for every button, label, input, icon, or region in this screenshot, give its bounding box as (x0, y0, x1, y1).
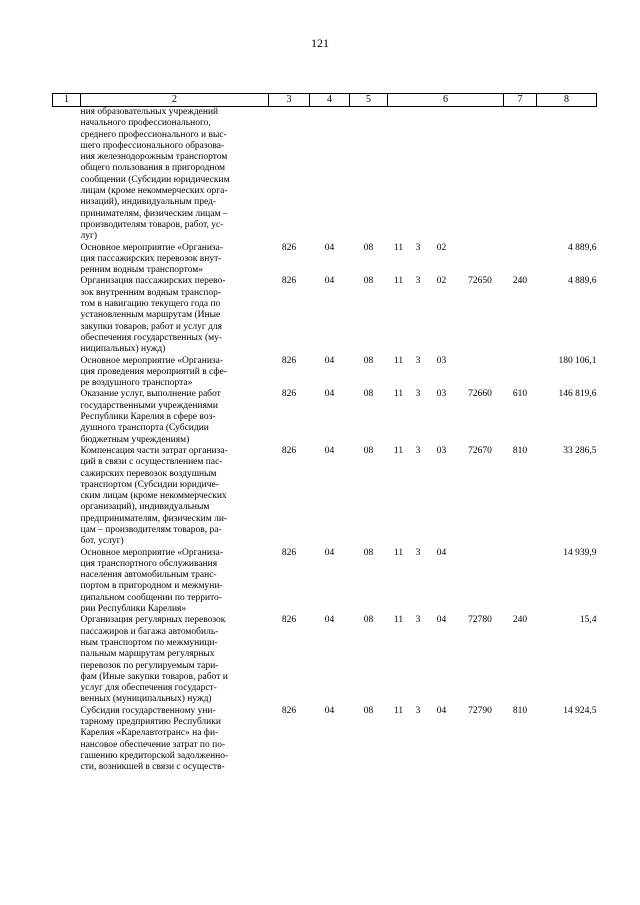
row-col7-code: 810 (512, 445, 528, 456)
row-col4-code (310, 107, 350, 243)
row-col5-code: 08 (363, 355, 374, 366)
table-row (53, 389, 597, 445)
header-col-8: 8 (537, 94, 597, 107)
row-col6-part1 (388, 107, 410, 243)
row-col6-part1: 11 (393, 389, 404, 400)
row-col6-part4: 72780 (468, 615, 492, 626)
row-col7-code (504, 243, 537, 277)
row-amount: 14 924,5 (563, 705, 597, 716)
row-col6-part4 (457, 107, 504, 243)
row-col4-code: 04 (324, 547, 335, 558)
row-col6-part4: 72790 (468, 705, 492, 716)
row-amount: 180 106,1 (558, 355, 597, 366)
row-col5-code: 08 (363, 705, 374, 716)
row-col3-code: 826 (281, 389, 297, 400)
row-col6-part2: 3 (415, 615, 421, 626)
row-col5-code: 08 (363, 547, 374, 558)
row-description: ния образовательных учреждений начального профессионального, среднего профессионального и выс- шего профессионального образова- ния железнодорожным транспортом общего пользования в пригородном сообщении (Субсидии юридическим лицам (кроме некоммерческих орга- низаций), индивидуальным пред- принимателям, физическим лицам – производителям товаров, работ, ус- луг) (80, 107, 230, 242)
row-description: Компенсация части затрат организа- ций в связи с осуществлением пас- сажирских перевозок воздушным транспортом (Субсидии юридиче- ским лицам (кроме некоммерческих организаций), индивидуальным предпринимателям, физическим ли- цам – производителям товаров, ра- бот, услуг) (80, 445, 228, 547)
table-row (53, 276, 597, 355)
row-col6-part4: 72650 (468, 276, 492, 287)
row-col4-code: 04 (324, 445, 335, 456)
row-col6-part3: 04 (436, 615, 447, 626)
row-col6-part3: 02 (436, 276, 447, 287)
row-amount: 146 819,6 (558, 389, 597, 400)
row-col4-code: 04 (324, 615, 335, 626)
row-col7-code: 240 (512, 276, 528, 287)
row-col7-code: 610 (512, 389, 528, 400)
row-col4-code: 04 (324, 355, 335, 366)
row-col6-part3: 04 (436, 547, 447, 558)
row-col6-part1: 11 (393, 705, 404, 716)
table-row (53, 356, 597, 390)
row-col6-part4 (457, 243, 504, 277)
row-col7-code: 810 (512, 705, 528, 716)
row-col4-code: 04 (324, 705, 335, 716)
header-col-6: 6 (388, 94, 504, 107)
row-amount: 4 889,6 (568, 276, 597, 287)
row-col7-code (504, 356, 537, 390)
row-col6-part4 (457, 356, 504, 390)
row-col6-part1: 11 (393, 615, 404, 626)
row-col6-part1: 11 (393, 445, 404, 456)
budget-table (52, 93, 597, 774)
row-col1-empty (53, 706, 81, 774)
row-col1-empty (53, 389, 81, 445)
row-description: Оказание услуг, выполнение работ государственными учреждениями Республики Карелия в сфере воз- душного транспорта (Субсидии бюджетным учреждениям) (80, 389, 221, 445)
row-col3-code: 826 (281, 615, 297, 626)
row-description: Основное мероприятие «Организа- ция пассажирских перевозок внут- ренним водным транспортом» (80, 242, 224, 276)
row-description: Основное мероприятие «Организа- ция транспортного обслуживания населения автомобильным транс- портом в пригородном и межмуни- ципальном сообщении по террито- рии Республики Карелия» (80, 547, 224, 615)
row-amount: 33 286,5 (563, 445, 597, 456)
row-col6-part4 (457, 548, 504, 616)
header-col-5: 5 (350, 94, 388, 107)
row-col6-part3: 03 (436, 355, 447, 366)
header-col-3: 3 (269, 94, 310, 107)
table-row (53, 615, 597, 705)
row-col6-part1: 11 (393, 242, 404, 253)
row-col5-code: 08 (363, 445, 374, 456)
header-col-1: 1 (53, 94, 81, 107)
table-body (53, 107, 597, 774)
row-col5-code: 08 (363, 389, 374, 400)
row-col6-part2: 3 (415, 276, 421, 287)
header-col-4: 4 (310, 94, 350, 107)
row-col3-code: 826 (281, 242, 297, 253)
row-col4-code: 04 (324, 389, 335, 400)
row-col3-code (269, 107, 310, 243)
row-col3-code: 826 (281, 445, 297, 456)
row-col4-code: 04 (324, 276, 335, 287)
row-col6-part3: 03 (436, 389, 447, 400)
row-col6-part3: 03 (436, 445, 447, 456)
row-col6-part2: 3 (415, 547, 421, 558)
row-col6-part1: 11 (393, 547, 404, 558)
row-col6-part4: 72660 (468, 389, 492, 400)
row-amount: 15,4 (579, 615, 597, 626)
row-col3-code: 826 (281, 547, 297, 558)
row-col7-code: 240 (512, 615, 528, 626)
row-col6-part1: 11 (393, 276, 404, 287)
row-col7-code (504, 548, 537, 616)
row-col1-empty (53, 243, 81, 277)
row-amount: 4 889,6 (568, 242, 597, 253)
row-col6-part2: 3 (415, 705, 421, 716)
row-amount: 14 939,9 (563, 547, 597, 558)
table-row (53, 107, 597, 243)
row-col3-code: 826 (281, 705, 297, 716)
header-col-7: 7 (504, 94, 537, 107)
row-col6-part3: 02 (436, 242, 447, 253)
row-col6-part2: 3 (415, 445, 421, 456)
row-col5-code: 08 (363, 615, 374, 626)
row-amount (537, 107, 597, 243)
row-col6-part3: 04 (436, 705, 447, 716)
row-col1-empty (53, 276, 81, 355)
table-row (53, 548, 597, 616)
row-col3-code: 826 (281, 276, 297, 287)
row-col1-empty (53, 548, 81, 616)
row-col3-code: 826 (281, 355, 297, 366)
table-row (53, 706, 597, 774)
row-col5-code: 08 (363, 242, 374, 253)
row-col6-part2: 3 (415, 355, 421, 366)
row-col4-code: 04 (324, 242, 335, 253)
row-col6-part4: 72670 (468, 445, 492, 456)
table-row (53, 446, 597, 548)
row-description: Основное мероприятие «Организа- ция проведения мероприятий в сфе- ре воздушного транспорта» (80, 355, 227, 389)
row-col1-empty (53, 356, 81, 390)
header-col-2: 2 (81, 94, 269, 107)
table-row (53, 243, 597, 277)
header-row (53, 94, 597, 107)
row-col6-part2: 3 (415, 242, 421, 253)
row-col5-code: 08 (363, 276, 374, 287)
row-col6-part3 (427, 107, 457, 243)
row-col6-part2: 3 (415, 389, 421, 400)
row-col1-empty (53, 446, 81, 548)
row-col6-part1: 11 (393, 355, 404, 366)
row-description: Субсидия государственному уни- тарному предприятию Республики Карелия «Карелавтотранс» на фи- нансовое обеспечение затрат по по- гашению кредиторской задолженно- сти, возникшей в связи с осуществ- (80, 705, 229, 773)
row-col7-code (504, 107, 537, 243)
row-col1-empty (53, 615, 81, 705)
page-number: 121 (311, 36, 329, 50)
row-col5-code (350, 107, 388, 243)
row-col6-part2 (410, 107, 427, 243)
row-col1-empty (53, 107, 81, 243)
row-description: Организация пассажирских перево- зок внутренним водным транспор- том в навигацию текущего года по установленным маршрутам (Иные закупки товаров, работ и услуг для обеспечения государственных (му- ниципальных) нужд) (80, 276, 226, 355)
row-description: Организация регулярных перевозок пассажиров и багажа автомобиль- ным транспортом по межмуници- пальным маршрутам регулярных перевозок по регулируемым тари- фам (Иные закупки товаров, работ и услуг для обеспечения государст- венных (муниципальных) нужд) (80, 615, 228, 705)
